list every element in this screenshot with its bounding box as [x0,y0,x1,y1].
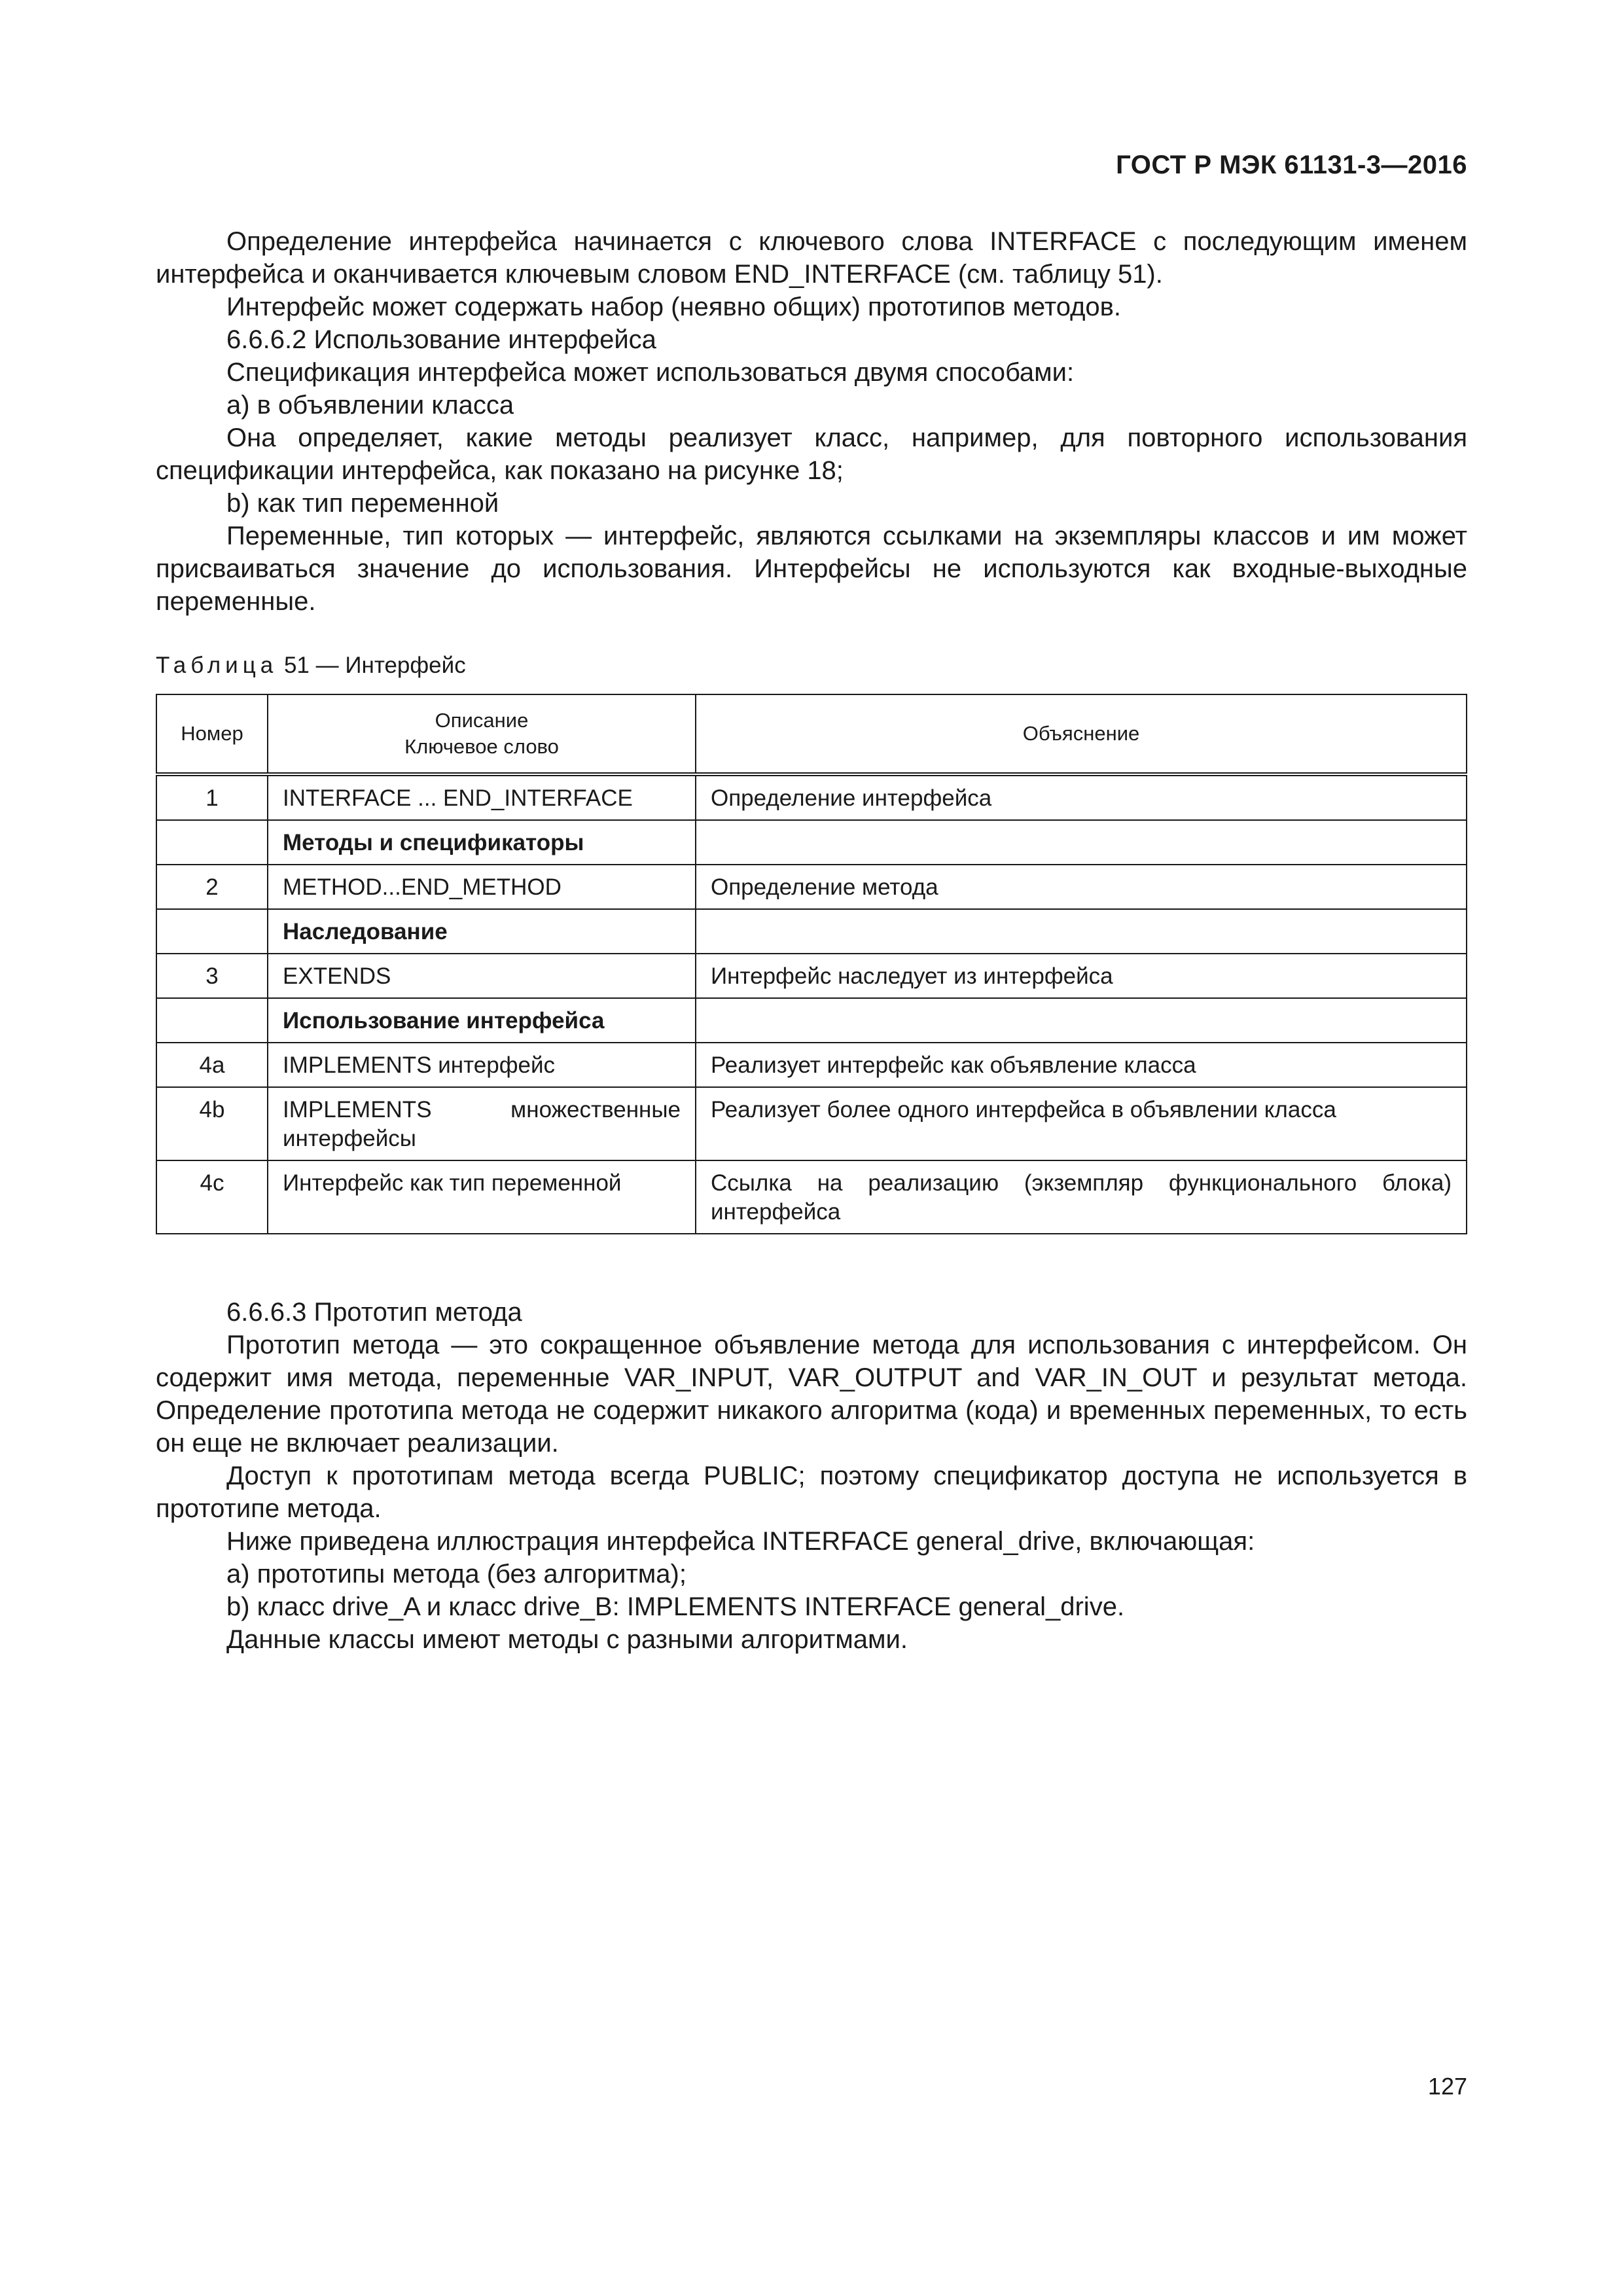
cell-num: 3 [156,954,268,998]
cell-group-heading: Использование интерфейса [268,998,696,1043]
cell-num: 4a [156,1043,268,1087]
paragraph: Доступ к прототипам метода всегда PUBLIC; поэтому спецификатор доступа не используется в прототипе метода. [156,1462,1467,1523]
header-expl: Объяснение [696,694,1467,774]
list-item: b) класс drive_A и класс drive_B: IMPLEMENTS INTERFACE general_drive. [226,1592,1125,1621]
page-number: 127 [1427,2073,1467,2100]
intro-text-block [156,225,1467,618]
header-desc [268,694,696,774]
list-item: b) как тип переменной [226,489,499,518]
table-row [156,774,1467,820]
cell-num: 2 [156,865,268,909]
document-header: ГОСТ Р МЭК 61131-3—2016 [1116,151,1467,179]
section-heading: 6.6.6.3 Прототип метода [226,1298,522,1327]
cell-expl: Ссылка на реализацию (экземпляр функционального блока) интерфейса [696,1160,1467,1234]
cell-desc: IMPLEMENTS множественные интерфейсы [268,1087,696,1160]
cell-num: 4c [156,1160,268,1234]
paragraph: Спецификация интерфейса может использоваться двумя способами: [226,358,1075,387]
paragraph: Интерфейс может содержать набор (неявно общих) прототипов методов. [226,293,1122,321]
paragraph: Ниже приведена иллюстрация интерфейса INTERFACE general_drive, включающая: [226,1527,1255,1556]
interface-table [156,694,1467,1234]
cell-desc: Интерфейс как тип переменной [268,1160,696,1234]
cell-expl [696,820,1467,865]
paragraph: Переменные, тип которых — интерфейс, являются ссылками на экземпляры классов и им может присваиваться значение до использования. Интерфейсы не используются как входные-выходные переменные. [156,522,1467,616]
cell-expl: Реализует более одного интерфейса в объявлении класса [696,1087,1467,1160]
paragraph: Данные классы имеют методы с разными алгоритмами. [226,1625,908,1654]
cell-desc: EXTENDS [268,954,696,998]
cell-desc: METHOD...END_METHOD [268,865,696,909]
cell-num [156,820,268,865]
cell-expl: Реализует интерфейс как объявление класса [696,1043,1467,1087]
header-desc-line1: Описание [435,709,529,732]
cell-num: 1 [156,774,268,820]
paragraph: Определение интерфейса начинается с ключевого слова INTERFACE с последующим именем интерфейса и оканчивается ключевым словом END_INTERFACE (см. таблицу 51). [156,227,1467,289]
list-item: a) в объявлении класса [226,391,514,420]
paragraph: Она определяет, какие методы реализует класс, например, для повторного использования спецификации интерфейса, как показано на рисунке 18; [156,423,1467,485]
method-prototype-text-block [156,1296,1467,1656]
table-row [156,1043,1467,1087]
cell-num: 4b [156,1087,268,1160]
cell-num [156,998,268,1043]
section-heading: 6.6.6.2 Использование интерфейса [226,325,656,354]
table-caption [156,651,466,680]
table-row [156,1160,1467,1234]
table-row [156,865,1467,909]
cell-desc: INTERFACE ... END_INTERFACE [268,774,696,820]
table-header-row [156,694,1467,774]
cell-expl: Определение метода [696,865,1467,909]
cell-group-heading: Методы и спецификаторы [268,820,696,865]
cell-expl: Определение интерфейса [696,774,1467,820]
cell-expl [696,909,1467,954]
paragraph: Прототип метода — это сокращенное объявление метода для использования с интерфейсом. Он содержит имя метода, переменные VAR_INPUT, VAR_OUTPUT and VAR_IN_OUT и результат метода. Определение прототипа метода не содержит никакого алгоритма (кода) и временных переменных, то есть он еще не включает реализации. [156,1331,1467,1458]
cell-group-heading: Наследование [268,909,696,954]
header-desc-line2: Ключевое слово [404,735,559,758]
table-row [156,1087,1467,1160]
cell-expl [696,998,1467,1043]
cell-desc: IMPLEMENTS интерфейс [268,1043,696,1087]
table-row [156,998,1467,1043]
table-row [156,954,1467,998]
table-caption-label: Таблица [156,653,278,678]
table-row [156,820,1467,865]
cell-num [156,909,268,954]
list-item: a) прототипы метода (без алгоритма); [226,1560,687,1588]
table-caption-title: 51 — Интерфейс [277,653,466,678]
cell-expl: Интерфейс наследует из интерфейса [696,954,1467,998]
table-row [156,909,1467,954]
header-num: Номер [156,694,268,774]
